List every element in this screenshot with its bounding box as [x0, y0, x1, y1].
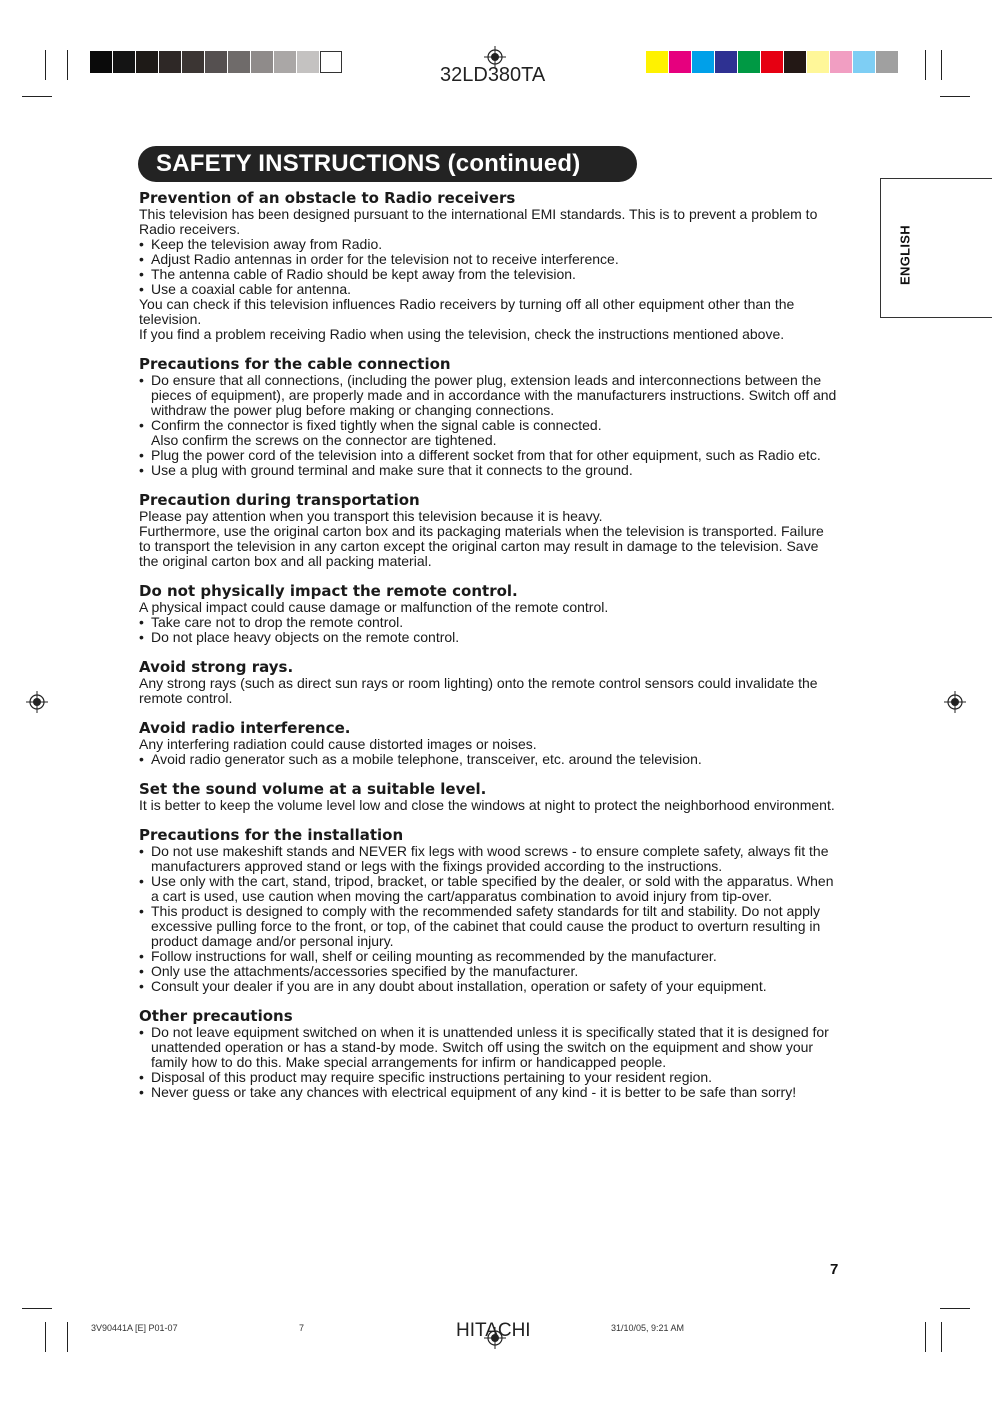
section-intro: Any strong rays (such as direct sun rays or room lighting) onto the remote control sensors could invalidate the remote control. — [139, 675, 818, 706]
bullet-list — [139, 448, 839, 478]
list-item: • Do not leave equipment switched on when it is unattended unless it is specifically stated that it is designed for unattended operation or has a stand-by mode. Switch off using the switch on the equipment and show your family how to do this. Make special arrangements for infirm or handicapped people. — [139, 1025, 839, 1070]
color-swatch — [136, 51, 158, 73]
bullet-list — [139, 615, 839, 645]
language-tab-label-wrap — [890, 220, 920, 290]
crop-mark — [45, 1322, 46, 1352]
crop-mark — [925, 1322, 926, 1352]
crop-mark — [940, 1308, 970, 1309]
section-text: If you find a problem receiving Radio when using the television, check the instructions mentioned above. — [139, 326, 785, 342]
list-item: • The antenna cable of Radio should be kept away from the television. — [139, 267, 839, 282]
color-calibration-bar — [646, 51, 899, 74]
color-swatch — [251, 51, 273, 73]
color-swatch — [807, 51, 829, 73]
registration-mark-icon — [944, 691, 966, 713]
color-swatch — [669, 51, 691, 73]
list-item: • Keep the television away from Radio. — [139, 237, 839, 252]
section-intro: This television has been designed pursuant to the international EMI standards. This is to prevent a problem to Radio receivers. — [139, 206, 818, 237]
section-text: Please pay attention when you transport this television because it is heavy. — [139, 508, 603, 524]
color-swatch — [853, 51, 875, 73]
color-swatch — [738, 51, 760, 73]
color-swatch — [228, 51, 250, 73]
color-swatch — [274, 51, 296, 73]
color-swatch — [320, 51, 342, 73]
safety-content — [139, 190, 839, 1114]
crop-mark — [941, 50, 942, 80]
bullet-list — [139, 373, 839, 433]
list-item: • Never guess or take any chances with electrical equipment of any kind - it is better to be safe than sorry! — [139, 1085, 839, 1100]
list-item: • Avoid radio generator such as a mobile telephone, transceiver, etc. around the television. — [139, 752, 839, 767]
section-heading: Prevention of an obstacle to Radio receivers — [139, 189, 516, 207]
list-item: • Use only with the cart, stand, tripod, bracket, or table specified by the dealer, or sold with the apparatus. When a cart is used, use caution when moving the cart/apparatus combination to avoid injury from tip-over. — [139, 874, 839, 904]
crop-mark — [22, 96, 52, 97]
list-item: • Confirm the connector is fixed tightly when the signal cable is connected. — [139, 418, 839, 433]
crop-mark — [925, 50, 926, 80]
crop-mark — [22, 1308, 52, 1309]
section-heading: Precautions for the cable connection — [139, 355, 451, 373]
bullet-list — [139, 1025, 839, 1100]
footer-brand: HITACHI — [456, 1320, 531, 1341]
crop-mark — [45, 50, 46, 80]
section-installation — [139, 827, 839, 994]
color-swatch — [182, 51, 204, 73]
color-swatch — [692, 51, 714, 73]
color-swatch — [715, 51, 737, 73]
crop-mark — [67, 1322, 68, 1352]
color-swatch — [876, 51, 898, 73]
section-intro: Any interfering radiation could cause distorted images or noises. — [139, 736, 537, 752]
list-item: • Do not place heavy objects on the remote control. — [139, 630, 839, 645]
list-item: • Disposal of this product may require specific instructions pertaining to your resident region. — [139, 1070, 839, 1085]
list-item-continuation: Also confirm the screws on the connector are tightened. — [151, 432, 497, 448]
section-cable-connection — [139, 356, 839, 478]
color-swatch — [159, 51, 181, 73]
list-item: • Adjust Radio antennas in order for the television not to receive interference. — [139, 252, 839, 267]
color-swatch — [784, 51, 806, 73]
section-heading: Precautions for the installation — [139, 826, 404, 844]
color-swatch — [297, 51, 319, 73]
footer-date: 31/10/05, 9:21 AM — [611, 1323, 685, 1333]
section-text: Furthermore, use the original carton box and its packaging materials when the television is transported. Failure to transport the television in any carton except the original carton may result in damage to the television. Save the original carton box and all packing material. — [139, 523, 824, 569]
bullet-list — [139, 844, 839, 994]
section-heading: Avoid radio interference. — [139, 719, 351, 737]
section-heading: Precaution during transportation — [139, 491, 420, 509]
page-number: 7 — [830, 1261, 839, 1278]
list-item: • Do not use makeshift stands and NEVER fix legs with wood screws - to ensure complete safety, always fit the manufacturers approved stand or legs with the fixings provided according to the instructions. — [139, 844, 839, 874]
section-radio-receivers — [139, 190, 839, 342]
crop-mark — [67, 50, 68, 80]
footer-code: 3V90441A [E] P01-07 — [91, 1323, 178, 1333]
list-item: • This product is designed to comply with the recommended safety standards for tilt and stability. Do not apply excessive pulling force to the front, or top, of the cabinet that could cause the product to overturn resulting in product damage and/or personal injury. — [139, 904, 839, 949]
crop-mark — [941, 1322, 942, 1352]
section-intro: A physical impact could cause damage or malfunction of the remote control. — [139, 599, 609, 615]
list-item: • Take care not to drop the remote control. — [139, 615, 839, 630]
grayscale-calibration-bar — [90, 51, 343, 74]
section-remote-impact — [139, 583, 839, 645]
color-swatch — [646, 51, 668, 73]
section-radio-interference — [139, 720, 839, 767]
footer-page: 7 — [299, 1323, 305, 1333]
section-heading: Other precautions — [139, 1007, 293, 1025]
list-item: • Use a coaxial cable for antenna. — [139, 282, 839, 297]
crop-mark — [940, 96, 970, 97]
section-text: You can check if this television influences Radio receivers by turning off all other equipment other than the television. — [139, 296, 795, 327]
model-number: 32LD380TA — [440, 64, 546, 86]
list-item: • Do ensure that all connections, (including the power plug, extension leads and interconnections between the pieces of equipment), are properly made and in accordance with the manufacturers instructions. Switch off and withdraw the power plug before making or changing connections. — [139, 373, 839, 418]
list-item: • Consult your dealer if you are in any doubt about installation, operation or safety of your equipment. — [139, 979, 839, 994]
list-item: • Only use the attachments/accessories specified by the manufacturer. — [139, 964, 839, 979]
list-item: • Plug the power cord of the television into a different socket from that for other equipment, such as Radio etc. — [139, 448, 839, 463]
color-swatch — [90, 51, 112, 73]
color-swatch — [113, 51, 135, 73]
language-tab-label: ENGLISH — [897, 225, 913, 285]
section-heading: Do not physically impact the remote control. — [139, 582, 518, 600]
section-intro: It is better to keep the volume level low and close the windows at night to protect the neighborhood environment. — [139, 797, 835, 813]
bullet-list — [139, 237, 839, 297]
section-transportation — [139, 492, 839, 569]
section-other-precautions — [139, 1008, 839, 1100]
section-heading: Set the sound volume at a suitable level. — [139, 780, 487, 798]
section-sound-volume — [139, 781, 839, 813]
bullet-list — [139, 752, 839, 767]
page-title: SAFETY INSTRUCTIONS (continued) — [156, 150, 581, 177]
color-swatch — [830, 51, 852, 73]
color-swatch — [205, 51, 227, 73]
registration-mark-icon — [26, 691, 48, 713]
section-heading: Avoid strong rays. — [139, 658, 294, 676]
section-strong-rays — [139, 659, 839, 706]
list-item: • Follow instructions for wall, shelf or ceiling mounting as recommended by the manufacturer. — [139, 949, 839, 964]
list-item: • Use a plug with ground terminal and make sure that it connects to the ground. — [139, 463, 839, 478]
color-swatch — [761, 51, 783, 73]
